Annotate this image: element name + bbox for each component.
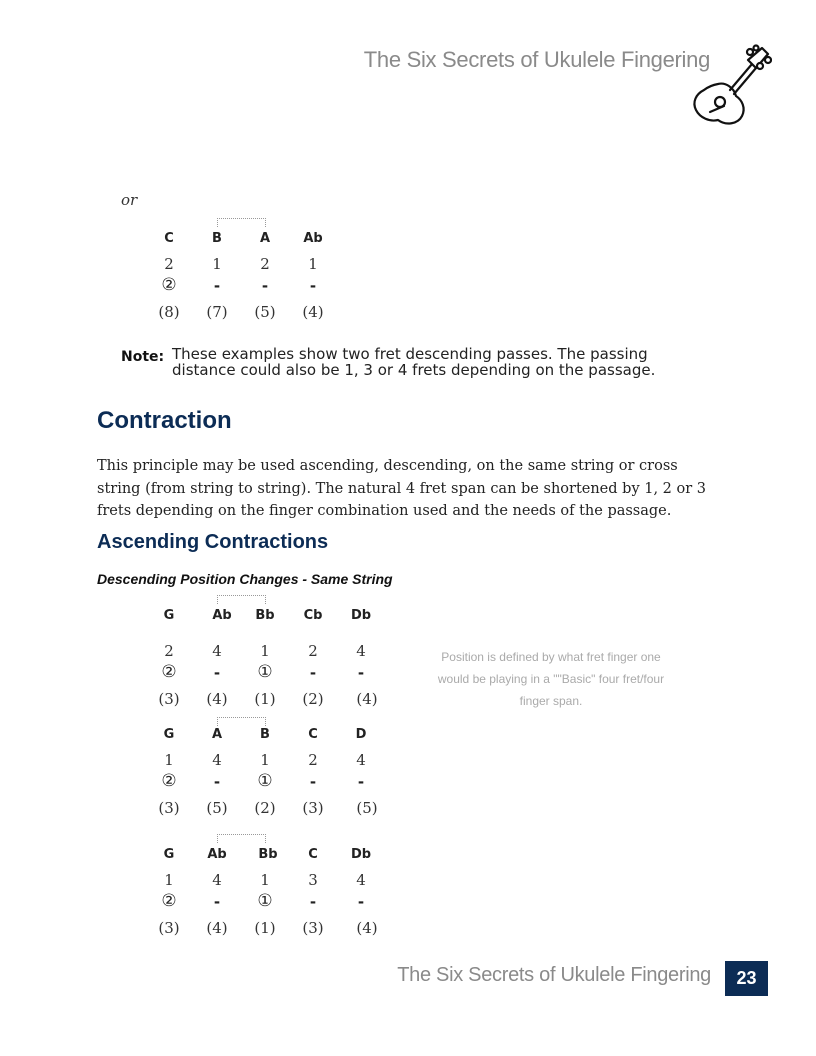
position-number: (7)	[206, 303, 228, 321]
position-number: (1)	[254, 690, 276, 708]
string-marker: -	[213, 773, 221, 791]
note-name: A	[211, 727, 223, 742]
string-marker: -	[357, 773, 365, 791]
position-number: (8)	[158, 303, 180, 321]
slide-bracket	[217, 218, 266, 227]
position-number: (4)	[356, 919, 378, 937]
slide-bracket	[217, 834, 266, 843]
position-number: (5)	[356, 799, 378, 817]
string-marker: -	[309, 664, 317, 682]
position-number: (4)	[206, 919, 228, 937]
string-marker: ②	[161, 771, 177, 791]
note-name: G	[163, 727, 175, 742]
note-name: C	[308, 847, 318, 862]
side-note: Position is defined by what fret finger one would be playing in a ""Basic" four fret/four finger span.	[437, 650, 665, 708]
position-number: (4)	[356, 690, 378, 708]
position-number: (4)	[206, 690, 228, 708]
finger-number: 2	[164, 642, 174, 660]
string-marker: ②	[161, 275, 177, 295]
string-marker: -	[357, 664, 365, 682]
finger-number: 1	[212, 255, 222, 273]
ukulele-icon	[690, 44, 772, 130]
position-number: (3)	[158, 690, 180, 708]
finger-number: 1	[260, 642, 270, 660]
page-number: 23	[725, 961, 768, 996]
note-name: G	[163, 847, 175, 862]
finger-number: 4	[356, 642, 366, 660]
finger-number: 2	[164, 255, 174, 273]
position-number: (4)	[302, 303, 324, 321]
position-number: (3)	[158, 799, 180, 817]
note-name: Ab	[303, 231, 323, 246]
finger-number: 4	[212, 642, 222, 660]
finger-number: 1	[260, 751, 270, 769]
note-name: Bb	[258, 847, 278, 862]
finger-number: 3	[308, 871, 318, 889]
string-marker: -	[213, 664, 221, 682]
finger-number: 2	[260, 255, 270, 273]
note-name: Ab	[212, 608, 232, 623]
header-title: The Six Secrets of Ukulele Fingering	[363, 47, 710, 72]
string-marker: -	[213, 893, 221, 911]
position-number: (2)	[302, 690, 324, 708]
note-name: D	[355, 727, 367, 742]
string-marker: -	[309, 893, 317, 911]
finger-number: 2	[308, 751, 318, 769]
finger-number: 4	[212, 871, 222, 889]
position-number: (5)	[254, 303, 276, 321]
note-text: These examples show two fret descending passes. The passing distance could also be 1, 3 or 4 frets depending on the passage.	[172, 345, 656, 379]
position-number: (3)	[302, 919, 324, 937]
or-label: or	[121, 191, 138, 209]
string-marker: -	[309, 773, 317, 791]
note-name: G	[163, 608, 175, 623]
body-paragraph: This principle may be used ascending, descending, on the same string or cross string (from string to string). The natural 4 fret span can be shortened by 1, 2 or 3 frets depending on the finger combination used and the needs of the passage.	[97, 458, 707, 519]
string-marker: ①	[257, 662, 273, 682]
note-name: Db	[350, 847, 372, 862]
position-number: (1)	[254, 919, 276, 937]
string-marker: ②	[161, 662, 177, 682]
note-name: A	[259, 231, 271, 246]
note-name: C	[308, 727, 318, 742]
position-number: (3)	[158, 919, 180, 937]
finger-number: 4	[356, 751, 366, 769]
string-marker: ①	[257, 891, 273, 911]
finger-number: 1	[260, 871, 270, 889]
footer-title: The Six Secrets of Ukulele Fingering	[397, 964, 711, 986]
position-number: (3)	[302, 799, 324, 817]
finger-number: 4	[212, 751, 222, 769]
note-name: C	[164, 231, 174, 246]
string-marker: -	[261, 277, 269, 295]
string-marker: -	[213, 277, 221, 295]
subheading: Descending Position Changes - Same String	[97, 571, 393, 587]
position-number: (5)	[206, 799, 228, 817]
finger-number: 2	[308, 642, 318, 660]
string-marker: -	[309, 277, 317, 295]
finger-number: 1	[308, 255, 318, 273]
finger-number: 1	[164, 751, 174, 769]
note-block	[121, 345, 691, 379]
string-marker: ①	[257, 771, 273, 791]
section-title: Contraction	[97, 407, 232, 434]
slide-bracket	[217, 717, 266, 726]
note-name: Cb	[303, 608, 323, 623]
finger-number: 1	[164, 871, 174, 889]
note-name: B	[212, 231, 222, 246]
note-name: Db	[350, 608, 372, 623]
string-marker: -	[357, 893, 365, 911]
note-name: Bb	[255, 608, 275, 623]
finger-number: 4	[356, 871, 366, 889]
note-label: Note:	[121, 349, 165, 365]
string-marker: ②	[161, 891, 177, 911]
position-number: (2)	[254, 799, 276, 817]
note-name: Ab	[207, 847, 227, 862]
slide-bracket	[217, 595, 266, 604]
note-name: B	[260, 727, 270, 742]
subsection-title: Ascending Contractions	[97, 531, 329, 553]
